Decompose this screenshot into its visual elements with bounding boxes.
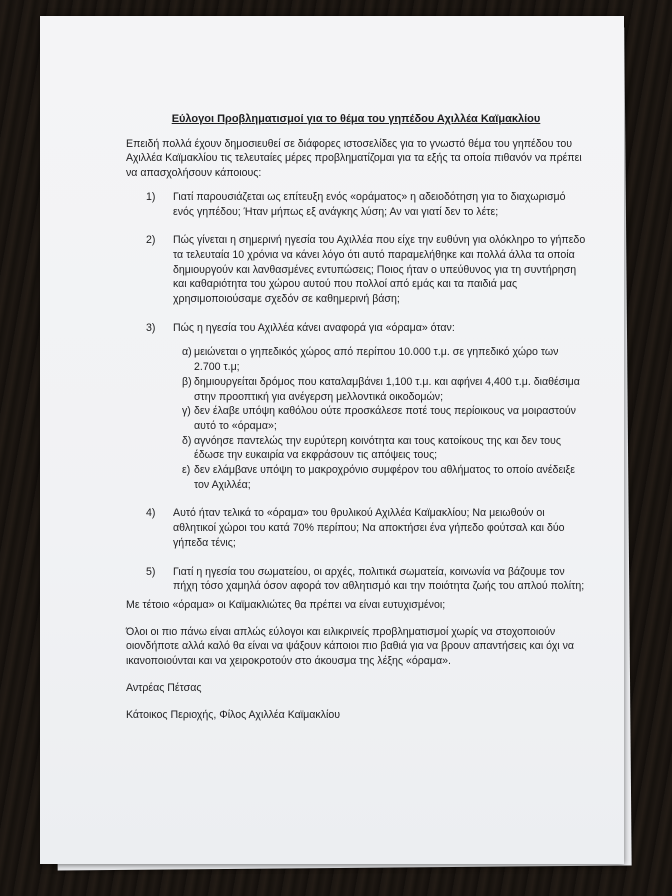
signature-title: Κάτοικος Περιοχής, Φίλος Αχιλλέα Καϊμακλίου bbox=[126, 708, 340, 721]
rhetorical-question: Με τέτοιο «όραμα» οι Καϊμακλιώτες θα πρέπει να είναι ευτυχισμένοι; bbox=[126, 598, 446, 611]
letter-page bbox=[40, 16, 624, 864]
sub-text: δεν ελάμβανε υπόψη το μακροχρόνιο συμφέρον του αθλήματος το οποίο ανέδειξε τον Αχιλλέα; bbox=[194, 464, 575, 491]
item-number: 3) bbox=[146, 321, 156, 334]
question-item-1 bbox=[146, 190, 586, 219]
question-item-2 bbox=[146, 233, 586, 307]
signature-name: Αντρέας Πέτσας bbox=[126, 681, 202, 694]
sub-list bbox=[126, 345, 586, 492]
letter-title: Εύλογοι Προβληματισμοί για το θέμα του γηπέδου Αχιλλέα Καϊμακλίου bbox=[171, 113, 541, 125]
sub-letter: α) bbox=[182, 346, 192, 359]
sub-item-a bbox=[182, 345, 586, 374]
sub-letter: δ) bbox=[182, 434, 192, 447]
sub-text: μειώνεται ο γηπεδικός χώρος από περίπου 10.000 τ.μ. σε γηπεδικό χώρο των 2.700 τ.μ; bbox=[194, 346, 559, 374]
sub-item-b bbox=[182, 375, 586, 404]
sub-letter: γ) bbox=[182, 405, 191, 418]
item-number: 1) bbox=[146, 190, 156, 203]
sub-letter: β) bbox=[182, 375, 192, 388]
item-number: 4) bbox=[146, 507, 156, 520]
intro-paragraph: Επειδή πολλά έχουν δημοσιευθεί σε διάφορες ιστοσελίδες για το γνωστό θέμα του γηπέδου του Αχιλλέα Καϊμακλίου τις τελευταίες μέρες προβληματίζομαι για τα εξής τα οποία πιθανόν να πρέπει να απασχολήσουν κάποιους: bbox=[126, 137, 582, 180]
sub-text: δημιουργείται δρόμος που καταλαμβάνει 1,100 τ.μ. και αφήνει 4,400 τ.μ. διαθέσιμα στην προοπτική για ανέγερση μελλοντικά οικοδομών; bbox=[194, 375, 580, 403]
item-number: 5) bbox=[146, 565, 156, 578]
sub-item-e bbox=[182, 463, 586, 492]
item-text: Πώς γίνεται η σημερινή ηγεσία του Αχιλλέα που είχε την ευθύνη για ολόκληρο το γήπεδο τα τελευταία 10 χρόνια να κάνει λόγο ότι αυτό παραμελήθηκε και πολλά άλλα τα οποία δημιουργούν και λανθασμένες εντυπώσεις; Ποιος ήταν ο υπεύθυνος για τη συντήρηση και καθαριότητα του χώρου αυτού που πολλοί από εμάς και τα παιδιά μας χρησιμοποιούσαμε σχεδόν σε καθημερινή βάση; bbox=[173, 234, 586, 306]
item-number: 2) bbox=[146, 234, 156, 247]
sub-text: δεν έλαβε υπόψη καθόλου ούτε προσκάλεσε ποτέ τους περίοικους να μοιραστούν αυτό το «όραμα»; bbox=[194, 405, 576, 432]
sub-item-c bbox=[182, 404, 586, 433]
question-item-4 bbox=[146, 506, 586, 550]
sub-item-d bbox=[182, 434, 586, 463]
question-item-5 bbox=[146, 565, 586, 594]
item-text: Πώς η ηγεσία του Αχιλλέα κάνει αναφορά για «όραμα» όταν: bbox=[173, 321, 455, 334]
item-text: Γιατί η ηγεσία του σωματείου, οι αρχές, πολιτικά σωματεία, κοινωνία να βάζουμε τον πήχη τόσο χαμηλά όσον αφορά τον αθλητισμό και την ποιότητα ζωής του απλού πολίτη; bbox=[173, 565, 585, 593]
letter-content bbox=[126, 112, 586, 722]
sub-letter: ε) bbox=[182, 464, 191, 477]
sub-text: αγνόησε παντελώς την ευρύτερη κοινότητα και τους κατοίκους της και δεν τους έδωσε την ευκαιρία να εκφράσουν τις απόψεις τους; bbox=[194, 434, 561, 462]
question-item-3 bbox=[146, 321, 586, 336]
item-text: Γιατί παρουσιάζεται ως επίτευξη ενός «οράματος» η αδειοδότηση για το διαχωρισμό ενός γηπέδου; Ήταν μήπως εξ ανάγκης λύση; Αν ναι γιατί δεν το λέτε; bbox=[173, 190, 566, 218]
item-text: Αυτό ήταν τελικά το «όραμα» του θρυλικού Αχιλλέα Καϊμακλίου; Να μειωθούν οι αθλητικοί χώροι του κατά 70% περίπου; Να αποκτήσει ένα γήπεδο φούτσαλ και δύο γήπεδα τένις; bbox=[173, 507, 565, 549]
closing-paragraph: Όλοι οι πιο πάνω είναι απλώς εύλογοι και ειλικρινείς προβληματισμοί χωρίς να στοχοποιούν οιονδήποτε αλλά καλό θα είναι να ψάξουν κάποιοι πιο βαθιά για να βρουν απαντήσεις και όχι να ικανοποιούνται και να χειροκροτούν στο άκουσμα της λέξης «όραμα». bbox=[126, 625, 575, 668]
